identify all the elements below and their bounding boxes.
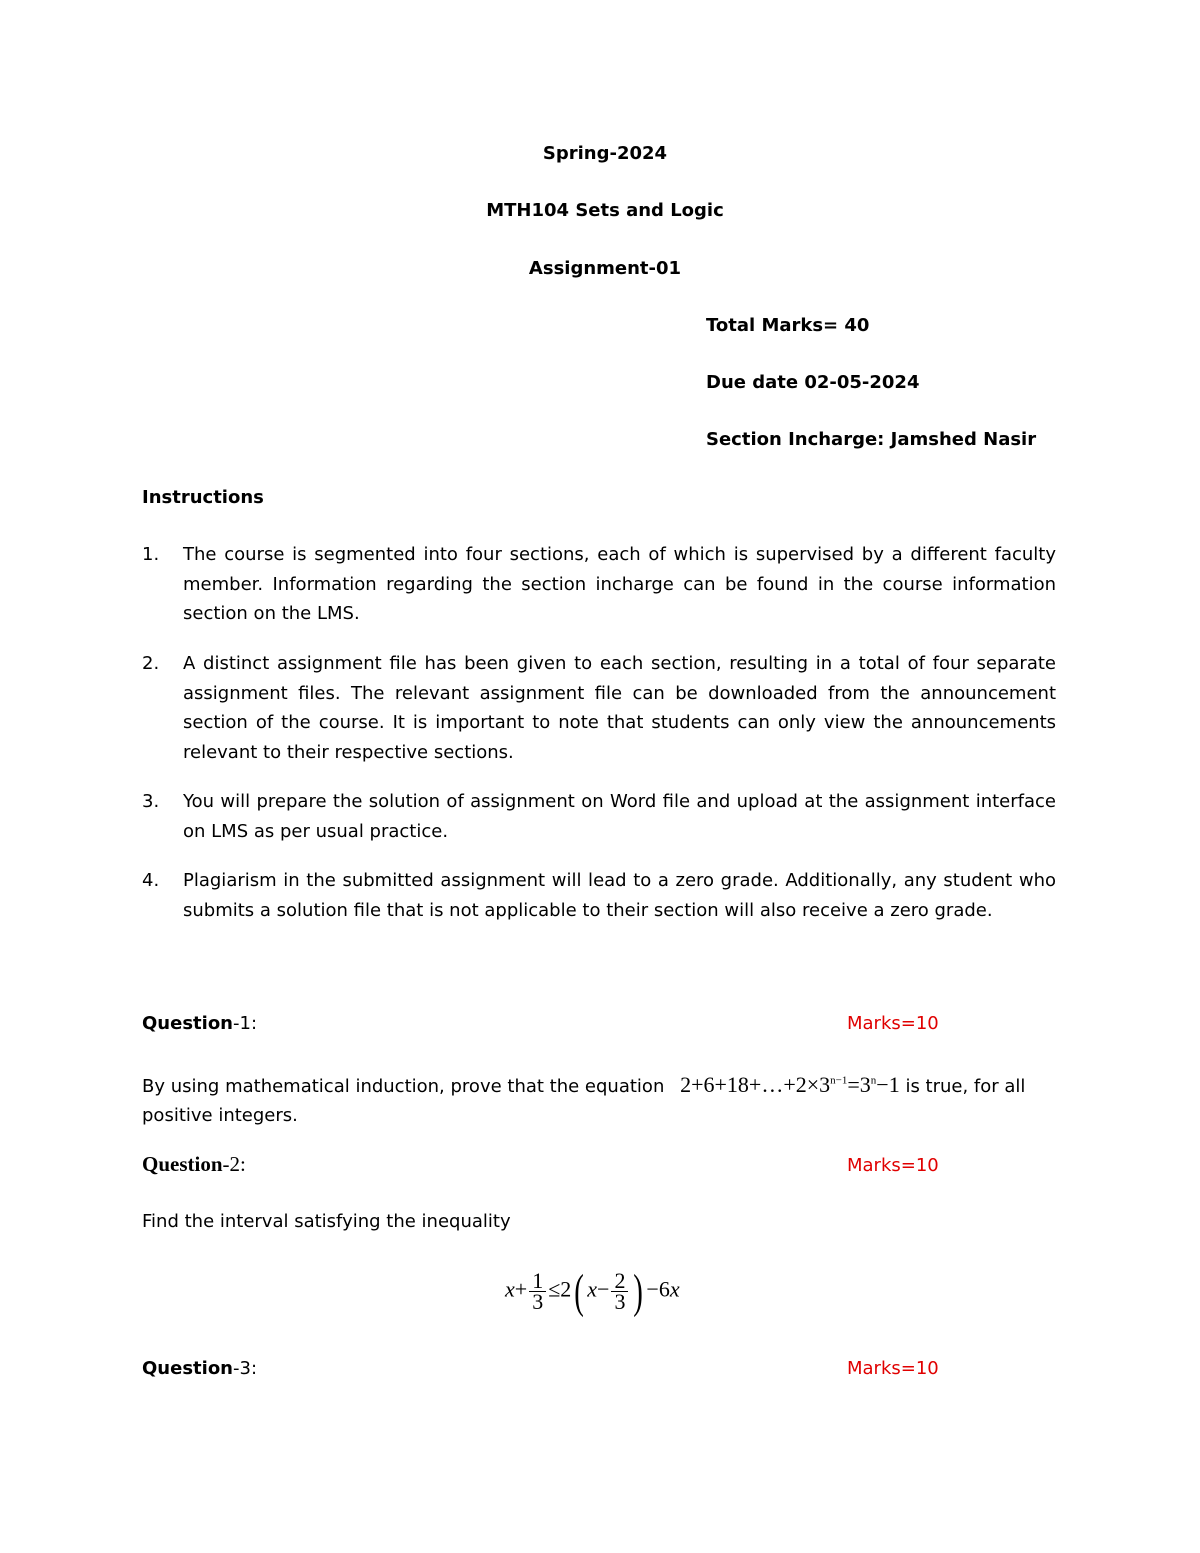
instruction-item: A distinct assignment file has been given to each section, resulting in a total of four separate assignment files. The relevant assignment file can be downloaded from the announcement section of the course. It is important to note that students can only view the announcements relevant to their respective sections.	[183, 653, 1056, 763]
math-operator: −6	[646, 1276, 670, 1302]
fraction-denominator: 3	[614, 1289, 626, 1314]
assignment-title: Assignment-01	[528, 258, 682, 279]
question-1-text-before: By using mathematical induction, prove that the equation	[142, 1076, 665, 1097]
question-1-text-line2: positive integers.	[142, 1105, 298, 1126]
math-operator: ≤2	[548, 1276, 572, 1302]
instruction-number: 3.	[142, 791, 160, 812]
math-variable: x	[587, 1276, 598, 1302]
question-number: -1:	[233, 1013, 258, 1034]
question-1-marks: Marks=10	[847, 1013, 939, 1034]
equation-exponent: n−1	[830, 1074, 848, 1087]
fraction-numerator: 2	[611, 1271, 628, 1292]
instruction-number: 1.	[142, 544, 160, 565]
total-marks: Total Marks= 40	[706, 315, 870, 336]
course-title: MTH104 Sets and Logic	[486, 200, 724, 221]
question-1-equation	[680, 1072, 900, 1097]
question-label: Question	[142, 1152, 223, 1176]
open-paren: (	[574, 1265, 585, 1318]
equation-part: −1	[876, 1072, 900, 1097]
question-2-inequality	[505, 1264, 680, 1319]
instruction-item: The course is segmented into four sections, each of which is supervised by a different faculty member. Information regarding the section incharge can be found in the course information section on the LMS.	[183, 544, 1056, 625]
question-1-text-after: is true, for all	[905, 1076, 1026, 1097]
question-number: -2:	[222, 1152, 246, 1176]
question-2-heading	[142, 1152, 246, 1177]
instruction-number: 4.	[142, 870, 160, 891]
fraction-denominator: 3	[532, 1289, 544, 1314]
math-variable: x	[505, 1276, 515, 1302]
equation-exponent: n	[870, 1074, 877, 1087]
semester-title: Spring-2024	[542, 143, 668, 164]
question-label: Question	[142, 1013, 233, 1034]
question-number: -3:	[233, 1358, 258, 1379]
instruction-number: 2.	[142, 653, 160, 674]
fraction-numerator: 1	[529, 1271, 546, 1292]
instruction-item: You will prepare the solution of assignment on Word file and upload at the assignment interface on LMS as per usual practice.	[183, 791, 1056, 842]
question-2-marks: Marks=10	[847, 1155, 939, 1176]
question-3-heading	[142, 1358, 257, 1379]
equation-part: =3	[847, 1072, 871, 1097]
close-paren: )	[633, 1265, 644, 1318]
question-label: Question	[142, 1358, 233, 1379]
question-2-text: Find the interval satisfying the inequality	[142, 1211, 511, 1232]
instruction-item: Plagiarism in the submitted assignment will lead to a zero grade. Additionally, any student who submits a solution file that is not applicable to their section will also receive a zero grade.	[183, 870, 1056, 921]
math-operator: +	[514, 1276, 528, 1302]
due-date: Due date 02-05-2024	[706, 372, 920, 393]
math-variable: x	[669, 1276, 680, 1302]
equation-part: 2+6+18+…+2×3	[680, 1072, 831, 1097]
section-incharge: Section Incharge: Jamshed Nasir	[706, 429, 1037, 450]
question-1-heading	[142, 1013, 257, 1034]
instructions-heading: Instructions	[142, 487, 264, 508]
fraction	[529, 1268, 546, 1314]
question-3-marks: Marks=10	[847, 1358, 939, 1379]
question-1-text	[142, 1072, 1025, 1098]
math-operator: −	[597, 1276, 610, 1302]
fraction	[611, 1268, 628, 1314]
